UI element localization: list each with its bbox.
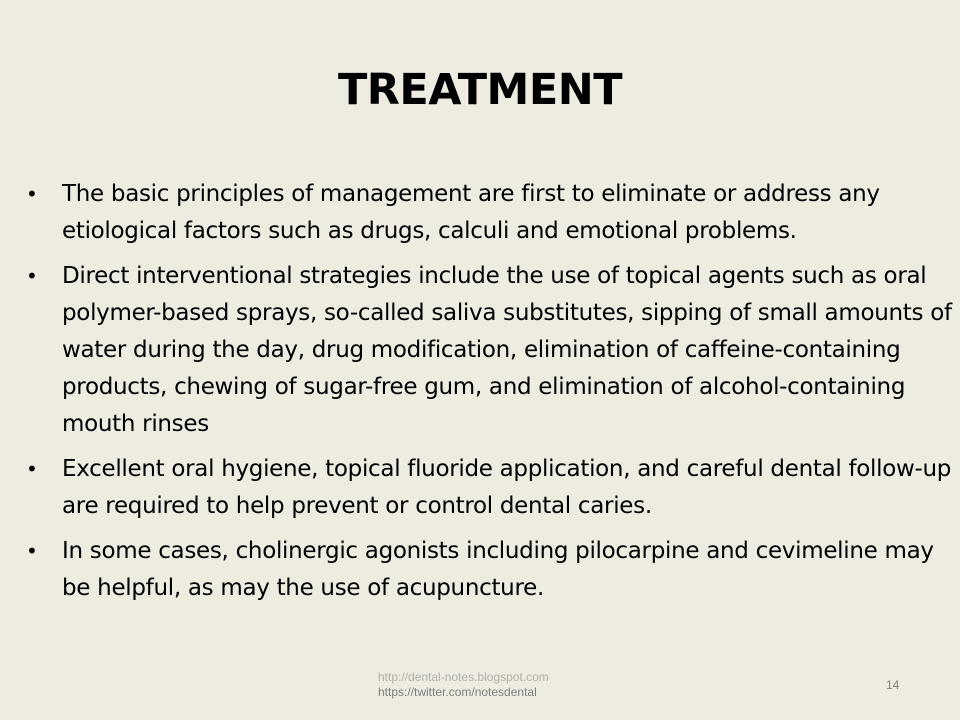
bullet-item bbox=[24, 451, 954, 525]
footer-link-blog[interactable]: http://dental-notes.blogspot.com bbox=[378, 670, 549, 684]
bullet-item bbox=[24, 533, 954, 607]
bullet-text: Direct interventional strategies include the use of topical agents such as oral polymer-based sprays, so-called saliva substitutes, sipping of small amounts of water during the day, drug modification, elimination of caffeine-containing products, chewing of sugar-free gum, and elimination of alcohol-containing mouth rinses bbox=[62, 263, 952, 437]
footer-links bbox=[378, 670, 549, 700]
footer-link-twitter[interactable]: https://twitter.com/notesdental bbox=[378, 685, 537, 699]
bullet-text: In some cases, cholinergic agonists including pilocarpine and cevimeline may be helpful, as may the use of acupuncture. bbox=[62, 538, 934, 601]
slide-title: TREATMENT bbox=[337, 65, 623, 115]
page-number: 14 bbox=[886, 678, 900, 692]
bullet-item bbox=[24, 176, 954, 250]
bullet-text: Excellent oral hygiene, topical fluoride application, and careful dental follow-up are required to help prevent or control dental caries. bbox=[62, 456, 952, 519]
bullet-item bbox=[24, 258, 954, 443]
bullet-text: The basic principles of management are first to eliminate or address any etiological factors such as drugs, calculi and emotional problems. bbox=[62, 181, 880, 244]
bullet-list bbox=[24, 176, 954, 615]
bullet-icon: • bbox=[26, 457, 38, 481]
bullet-icon: • bbox=[26, 182, 38, 206]
bullet-icon: • bbox=[26, 264, 38, 288]
bullet-icon: • bbox=[26, 539, 38, 563]
